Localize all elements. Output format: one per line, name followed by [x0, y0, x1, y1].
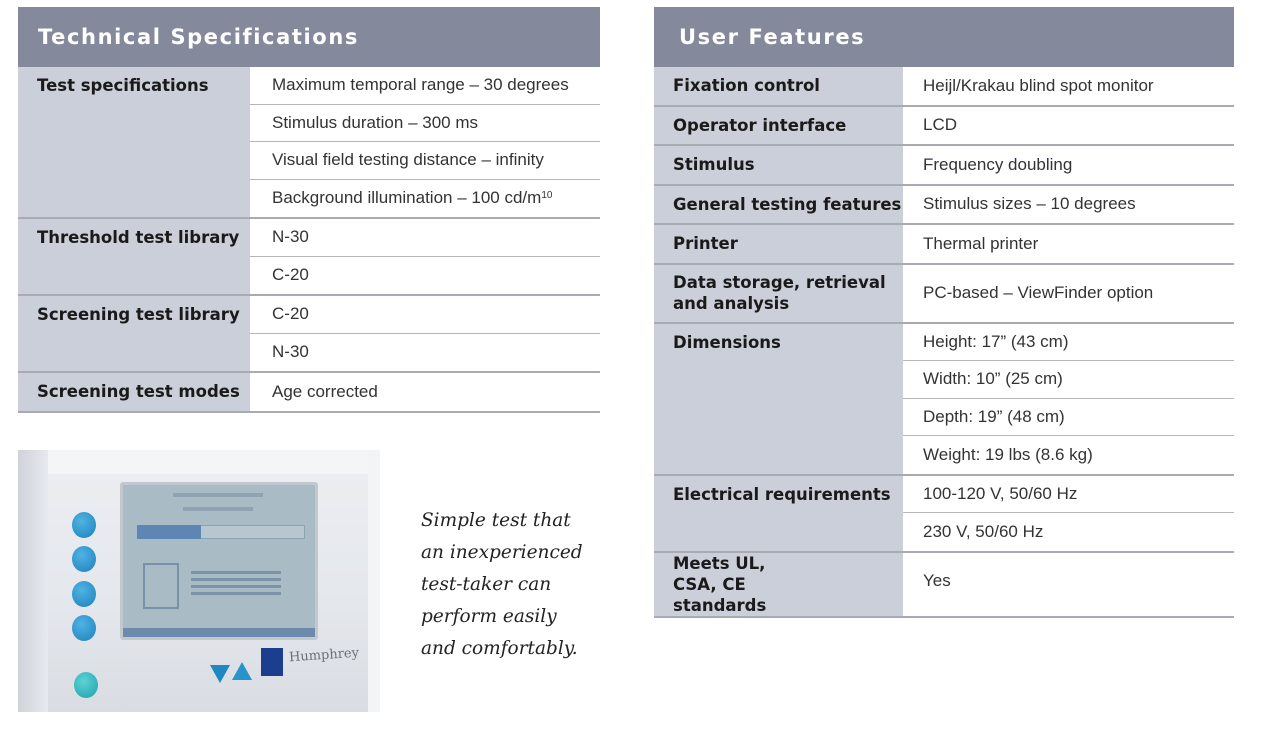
- value-row: C-20: [272, 265, 309, 285]
- value-row: Weight: 19 lbs (8.6 kg): [923, 444, 1093, 464]
- value-row: N-30: [250, 219, 600, 257]
- blue-button-icon: [72, 546, 96, 572]
- feature-group-data-storage: [654, 265, 1234, 324]
- lcd-field-grid-icon: [143, 563, 179, 609]
- group-label: General testing features: [654, 186, 903, 224]
- value-row: Thermal printer: [923, 233, 1039, 253]
- feature-group-operator-interface: [654, 107, 1234, 147]
- value-row: PC-based – ViewFinder option: [923, 283, 1154, 302]
- group-label: Dimensions: [654, 324, 903, 474]
- feature-group-printer: [654, 225, 1234, 265]
- value-row: Stimulus duration – 300 ms: [250, 105, 600, 143]
- group-label: Threshold test library: [18, 219, 250, 294]
- group-label: Fixation control: [654, 67, 903, 105]
- value-row: Maximum temporal range – 30 degrees: [250, 67, 600, 105]
- brand-text: Humphrey: [288, 645, 360, 666]
- superscript: 10: [541, 189, 553, 201]
- feature-group-dimensions: [654, 324, 1234, 476]
- user-features-table: [654, 7, 1234, 618]
- lcd-text-line: [183, 507, 253, 511]
- spec-group-screening-test-library: [18, 296, 600, 373]
- value-row: 100-120 V, 50/60 Hz: [903, 476, 1234, 514]
- technical-specifications-table: [18, 7, 600, 413]
- feature-group-general-testing-features: [654, 186, 1234, 226]
- value-row: Heijl/Krakau blind spot monitor: [923, 75, 1154, 95]
- value-row: Width: 10” (25 cm): [903, 361, 1234, 399]
- value-row: Visual field testing distance – infinity: [250, 142, 600, 180]
- green-button-icon: [74, 672, 98, 698]
- technical-specifications-title: Technical Specifications: [18, 7, 600, 67]
- spec-group-threshold-test-library: [18, 219, 600, 296]
- group-label: Data storage, retrieval and analysis: [654, 265, 903, 322]
- photo-caption: Simple test that an inexperienced test-taker can perform easily and comfortably.: [421, 510, 583, 659]
- user-features-title: User Features: [654, 7, 1234, 67]
- group-label: Screening test library: [18, 296, 250, 371]
- spec-group-screening-test-modes: [18, 373, 600, 413]
- group-label: Stimulus: [654, 146, 903, 184]
- lcd-text-block: [191, 571, 281, 595]
- spec-group-test-specifications: [18, 67, 600, 219]
- group-label: Electrical requirements: [654, 476, 903, 551]
- value-row: Yes: [923, 571, 951, 590]
- lcd-progress-fill: [137, 525, 201, 539]
- value-row: Depth: 19” (48 cm): [903, 399, 1234, 437]
- value-row: [250, 180, 600, 218]
- lcd-text-line: [173, 493, 263, 497]
- group-label: Operator interface: [654, 107, 903, 145]
- blue-button-icon: [72, 615, 96, 641]
- value-row: C-20: [250, 296, 600, 334]
- feature-group-stimulus: [654, 146, 1234, 186]
- value-row: N-30: [272, 342, 309, 362]
- lcd-screen: [120, 482, 318, 640]
- blue-button-icon: [72, 581, 96, 607]
- group-label: Screening test modes: [18, 373, 250, 411]
- feature-group-standards: [654, 553, 1234, 618]
- arrow-down-icon: [210, 665, 230, 683]
- group-label: Test specifications: [18, 67, 250, 217]
- device-bezel: [18, 450, 48, 712]
- value-row: 230 V, 50/60 Hz: [923, 521, 1044, 541]
- value-row: Frequency doubling: [923, 154, 1073, 174]
- arrow-up-icon: [232, 662, 252, 680]
- zeiss-logo-icon: [261, 648, 283, 676]
- label-fill: [814, 553, 903, 616]
- feature-group-fixation-control: [654, 67, 1234, 107]
- device-edge: [368, 450, 380, 712]
- value-row: Age corrected: [272, 381, 378, 401]
- group-label: Printer: [654, 225, 903, 263]
- value-row: Stimulus sizes – 10 degrees: [923, 194, 1136, 214]
- value-text: Background illumination – 100 cd/m: [272, 188, 542, 208]
- blue-button-icon: [72, 512, 96, 538]
- group-label: Meets UL, CSA, CE standards: [654, 553, 814, 616]
- lcd-status-bar: [123, 628, 315, 637]
- device-top: [48, 450, 368, 474]
- value-row: Height: 17” (43 cm): [903, 324, 1234, 362]
- value-row: LCD: [923, 115, 958, 135]
- feature-group-electrical-requirements: [654, 476, 1234, 553]
- device-photo: [18, 450, 380, 712]
